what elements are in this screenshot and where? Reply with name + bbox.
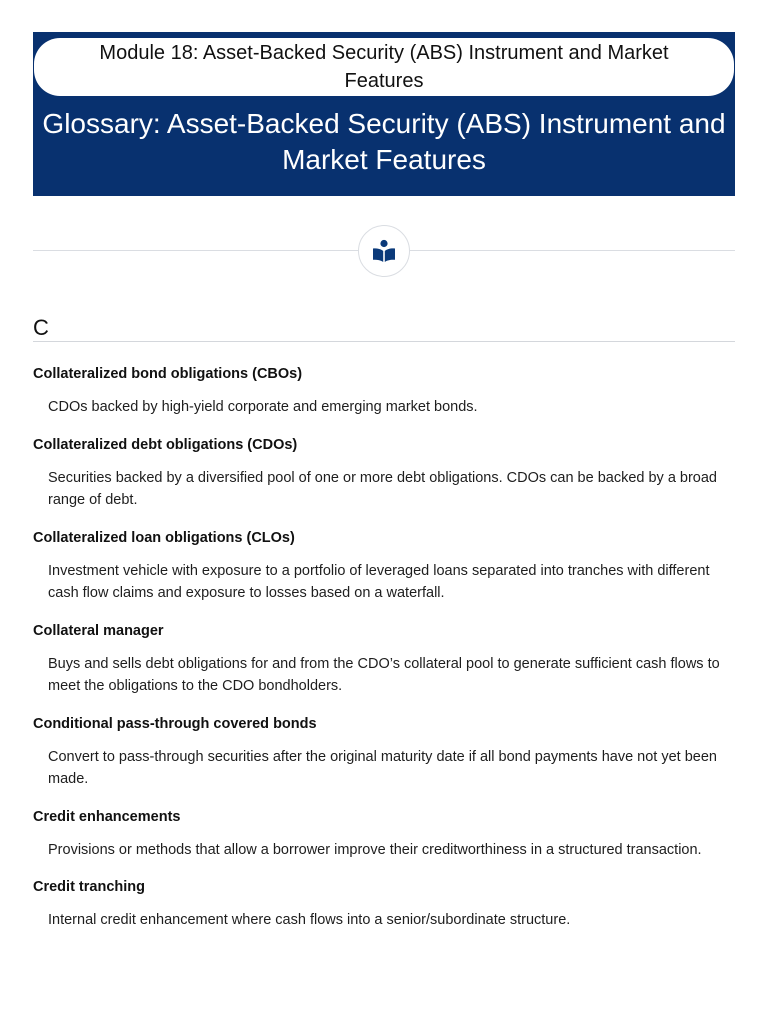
section-letter: C (33, 315, 49, 340)
glossary-entry (33, 619, 735, 698)
glossary-entry (33, 875, 735, 932)
glossary-term: Credit enhancements (33, 808, 181, 825)
glossary-definition: Internal credit enhancement where cash flows into a senior/subordinate structure. (48, 912, 571, 928)
glossary-definition: Convert to pass-through securities after the original maturity date if all bond payments have not yet been made. (48, 748, 717, 787)
glossary-entry (33, 433, 735, 512)
glossary-term: Collateral manager (33, 622, 164, 639)
glossary-definition: CDOs backed by high-yield corporate and emerging market bonds. (48, 399, 478, 415)
glossary-term: Collateralized debt obligations (CDOs) (33, 436, 298, 453)
module-title: Module 18: Asset-Backed Security (ABS) Instrument and Market Features (34, 38, 734, 96)
glossary-entry (33, 805, 735, 862)
glossary-definition: Provisions or methods that allow a borrower improve their creditworthiness in a structured transaction. (48, 841, 702, 858)
glossary-term: Conditional pass-through covered bonds (33, 715, 317, 732)
glossary-term: Credit tranching (33, 879, 145, 895)
section-rule (33, 341, 735, 342)
glossary-term: Collateralized loan obligations (CLOs) (33, 529, 295, 546)
open-book-reader-icon (358, 225, 410, 277)
glossary-entry (33, 526, 735, 605)
glossary-definition: Securities backed by a diversified pool of one or more debt obligations. CDOs can be backed by a broad range of debt. (48, 469, 717, 508)
glossary-definition: Investment vehicle with exposure to a portfolio of leveraged loans separated into tranches with different cash flow claims and exposure to losses based on a waterfall. (48, 562, 710, 601)
glossary-entry (33, 362, 735, 419)
glossary-entry (33, 712, 735, 791)
glossary-term: Collateralized bond obligations (CBOs) (33, 366, 303, 382)
glossary-entries (33, 362, 735, 946)
page-title: Glossary: Asset-Backed Security (ABS) Instrument and Market Features (42, 108, 726, 175)
glossary-definition: Buys and sells debt obligations for and from the CDO’s collateral pool to generate sufficient cash flows to meet the obligations to the CDO bondholders. (48, 655, 720, 694)
